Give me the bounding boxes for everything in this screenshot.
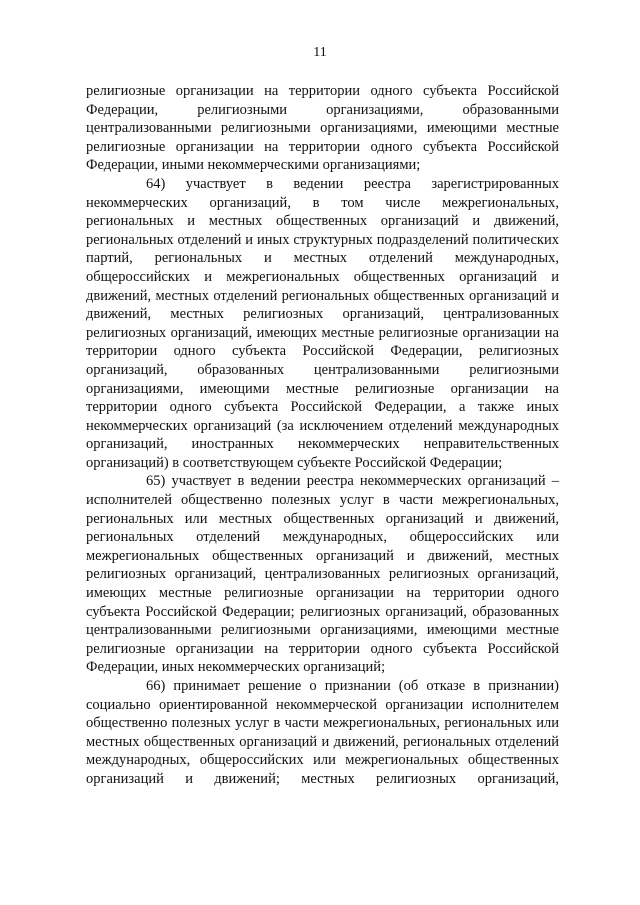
page-number: 11	[313, 45, 327, 60]
paragraph-item-64: 64) участвует в ведении реестра зарегистрированных некоммерческих организаций, в том числе межрегиональных, региональных и местных общественных организаций и движений, региональных отделений и иных структурных подразделений политических партий, региональных и местных отделений международных, общероссийских и межрегиональных общественных организаций и движений, местных отделений региональных общественных организаций и движений, местных религиозных организаций, централизованных религиозных организаций, имеющих местные религиозные организации на территории одного субъекта Российской Федерации, религиозных организаций, образованных централизованными религиозными организациями, имеющими местные религиозные организации на территории одного субъекта Российской Федерации, а также иных некоммерческих организаций (за исключением отделений международных организаций, иностранных некоммерческих неправительственных организаций) в соответствующем субъекте Российской Федерации;	[86, 175, 559, 471]
paragraph-continued: религиозные организации на территории одного субъекта Российской Федерации, религиозными организациями, образованными централизованными религиозными организациями, имеющими местные религиозные организации на территории одного субъекта Российской Федерации, иными некоммерческими организациями;	[86, 83, 559, 174]
paragraph-item-66: 66) принимает решение о признании (об отказе в признании) социально ориентированной некоммерческой организации исполнителем общественно полезных услуг в части межрегиональных, региональных или местных общественных организаций и движений, региональных отделений международных, общероссийских или межрегиональных общественных организаций и движений; местных религиозных организаций,	[86, 678, 559, 787]
paragraph-item-65: 65) участвует в ведении реестра некоммерческих организаций – исполнителей общественно полезных услуг в части межрегиональных, региональных или местных общественных организаций и движений, региональных отделений международных, общероссийских или межрегиональных общественных организаций и движений, местных религиозных организаций, централизованных религиозных организаций, имеющих местные религиозные организации на территории одного субъекта Российской Федерации; религиозных организаций, образованных централизованными религиозными организациями, имеющими местные религиозные организации на территории одного субъекта Российской Федерации, иных некоммерческих организаций;	[86, 473, 559, 676]
document-body	[86, 82, 559, 789]
